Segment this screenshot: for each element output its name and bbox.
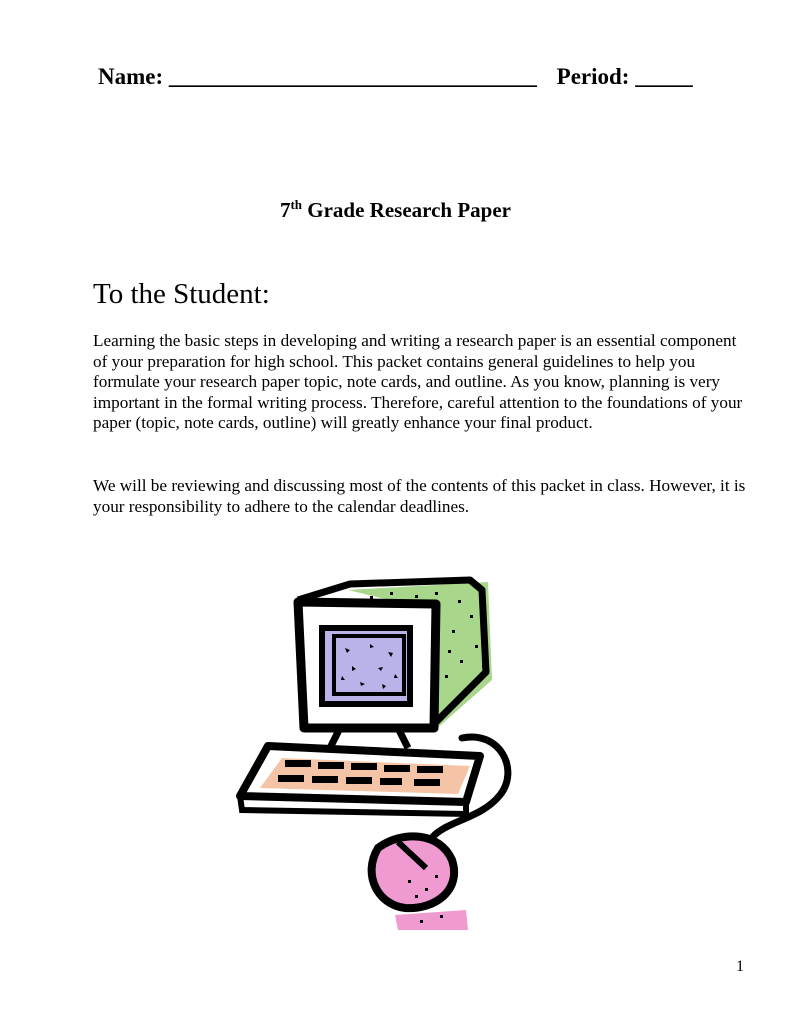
- period-field-label: Period: _____: [556, 64, 693, 89]
- name-period-header: [98, 64, 738, 90]
- intro-paragraph: Learning the basic steps in developing and writing a research paper is an essential component of your preparation for high school. This packet contains general guidelines to help you formulate your research paper topic, note cards, and outline. As you know, planning is very important in the formal writing process. Therefore, careful attention to the foundations of your paper (topic, note cards, outline) will greatly enhance your final product.: [93, 331, 743, 433]
- title-text: Grade Research Paper: [302, 198, 512, 222]
- deadline-paragraph: We will be reviewing and discussing most of the contents of this packet in class. However, it is your responsibility to adhere to the calendar deadlines.: [93, 476, 746, 516]
- document-title: [0, 198, 791, 223]
- computer-clipart-icon: [230, 570, 530, 940]
- title-grade-number: 7: [279, 198, 291, 222]
- page-number: 1: [736, 958, 744, 975]
- name-field-label: Name: ________________________________: [98, 64, 537, 89]
- section-heading: To the Student:: [93, 278, 270, 310]
- title-grade-suffix: th: [290, 197, 303, 212]
